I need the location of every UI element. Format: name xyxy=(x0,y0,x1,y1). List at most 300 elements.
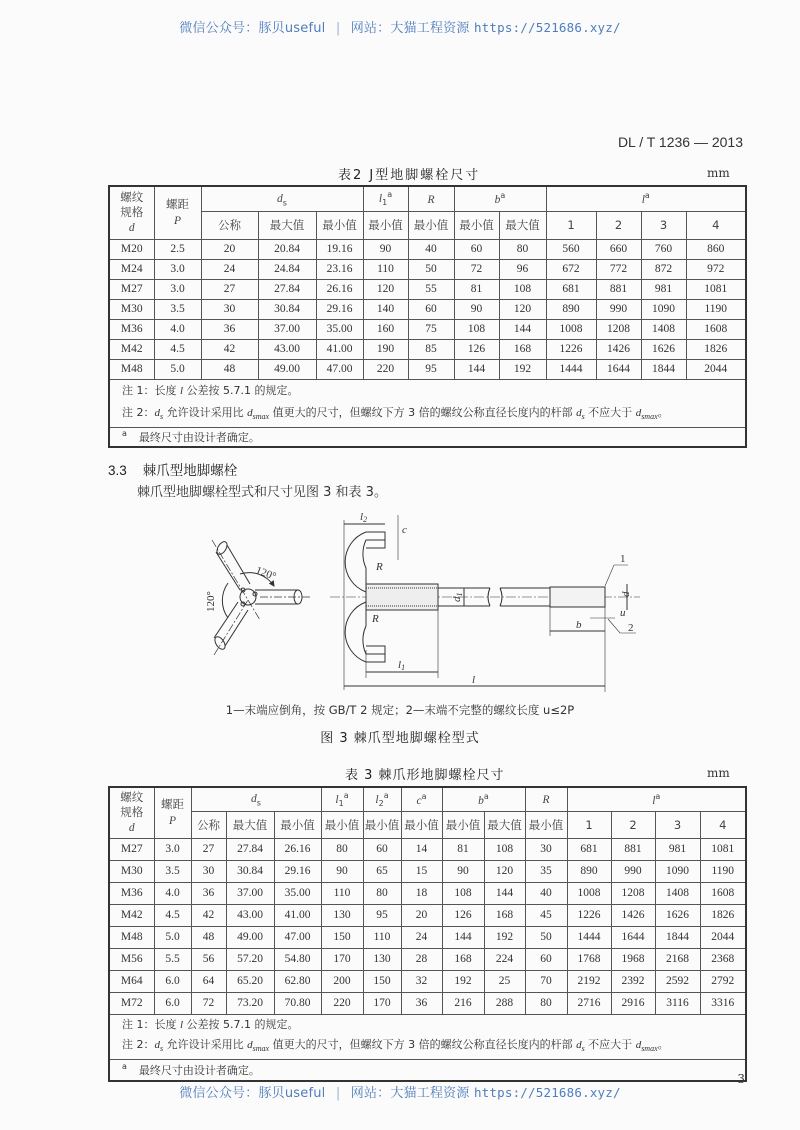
header-pitch: 螺距 P xyxy=(154,787,191,838)
header-max: 最大值 xyxy=(258,211,316,239)
table-cell: 2392 xyxy=(611,970,655,992)
header-min: 最小值 xyxy=(401,811,442,838)
table-cell: 2044 xyxy=(700,926,746,948)
table-cell: 4.5 xyxy=(154,339,201,359)
table-cell: 42 xyxy=(191,904,226,926)
table-cell: M20 xyxy=(109,239,154,259)
table-cell: 1408 xyxy=(641,319,686,339)
header-min: 最小值 xyxy=(408,211,454,239)
bolt-side-view-icon xyxy=(330,515,640,692)
table-cell: 1008 xyxy=(546,319,596,339)
header-l-4: 4 xyxy=(686,211,746,239)
table-cell: 168 xyxy=(442,948,484,970)
header-l1: $l_1^a$ xyxy=(321,787,363,811)
table-cell: 5.0 xyxy=(154,359,201,379)
table-cell: 1644 xyxy=(596,359,641,379)
table-cell: 20.84 xyxy=(258,239,316,259)
svg-text:2: 2 xyxy=(628,622,634,634)
table2-footnote: $^a$ 最终尺寸由设计者确定。 xyxy=(109,427,746,447)
header-min: 最小值 xyxy=(363,211,408,239)
table-cell: M48 xyxy=(109,359,154,379)
table-cell: 35.00 xyxy=(316,319,363,339)
table-cell: 192 xyxy=(442,970,484,992)
table-cell: 130 xyxy=(321,904,363,926)
table-cell: 26.16 xyxy=(316,279,363,299)
table-cell: 126 xyxy=(454,339,499,359)
table-cell: 27 xyxy=(201,279,258,299)
table-row xyxy=(109,970,746,992)
table-cell: 26.16 xyxy=(274,838,321,860)
table-cell: 27 xyxy=(191,838,226,860)
table-cell: 72 xyxy=(191,992,226,1014)
svg-text:l2: l2 xyxy=(360,511,368,524)
header-min: 最小值 xyxy=(454,211,499,239)
table-cell: 3.5 xyxy=(154,860,191,882)
table-cell: 1408 xyxy=(655,882,700,904)
table-cell: 110 xyxy=(363,259,408,279)
table-cell: 43.00 xyxy=(258,339,316,359)
header-c: $c^a$ xyxy=(401,787,442,811)
table-cell: 890 xyxy=(567,860,611,882)
table-cell: 1768 xyxy=(567,948,611,970)
header-l: $l^a$ xyxy=(546,186,746,211)
table-cell: 3.0 xyxy=(154,279,201,299)
table-cell: 108 xyxy=(442,882,484,904)
page-number: 3 xyxy=(737,1072,745,1086)
table-cell: 990 xyxy=(596,299,641,319)
watermark-separator: | xyxy=(335,1086,341,1101)
table-cell: 48 xyxy=(191,926,226,948)
table-cell: 681 xyxy=(567,838,611,860)
header-max: 最大值 xyxy=(484,811,525,838)
table-cell: 56 xyxy=(191,948,226,970)
table2-notes xyxy=(109,379,746,427)
table-cell: 120 xyxy=(484,860,525,882)
table-cell: 872 xyxy=(641,259,686,279)
header-l-4: 4 xyxy=(700,811,746,838)
table-cell: 2716 xyxy=(567,992,611,1014)
header-l-3: 3 xyxy=(641,211,686,239)
watermark-wechat: 微信公众号：豚贝useful xyxy=(179,21,326,36)
table-cell: 30 xyxy=(525,838,567,860)
table2 xyxy=(108,185,747,448)
table-cell: 28 xyxy=(401,948,442,970)
table-cell: 168 xyxy=(484,904,525,926)
svg-text:c: c xyxy=(402,524,407,536)
header-r: R xyxy=(408,186,454,211)
table-cell: 160 xyxy=(363,319,408,339)
header-b: $b^a$ xyxy=(454,186,546,211)
header-l-3: 3 xyxy=(655,811,700,838)
table-cell: 1626 xyxy=(655,904,700,926)
table-cell: 60 xyxy=(454,239,499,259)
table-cell: 981 xyxy=(655,838,700,860)
header-max: 最大值 xyxy=(226,811,274,838)
header-nominal: 公称 xyxy=(191,811,226,838)
header-b: $b^a$ xyxy=(442,787,525,811)
table-cell: 24.84 xyxy=(258,259,316,279)
table-cell: 1190 xyxy=(700,860,746,882)
header-l-1: 1 xyxy=(567,811,611,838)
table3-body xyxy=(109,838,746,1014)
svg-text:b: b xyxy=(576,619,582,631)
table-cell: 95 xyxy=(363,904,401,926)
table-cell: 168 xyxy=(499,339,546,359)
header-min: 最小值 xyxy=(442,811,484,838)
table-cell: 35 xyxy=(525,860,567,882)
table-cell: 27.84 xyxy=(226,838,274,860)
table-row xyxy=(109,904,746,926)
header-l2: $l_2^a$ xyxy=(363,787,401,811)
header-max: 最大值 xyxy=(499,211,546,239)
svg-text:R: R xyxy=(376,561,383,573)
figure3-legend: 1—末端应倒角，按 GB/T 2 规定；2—末端不完整的螺纹长度 u≤2P xyxy=(225,703,575,717)
table-cell: 4.0 xyxy=(154,882,191,904)
table-cell: 80 xyxy=(321,838,363,860)
table-cell: 1208 xyxy=(596,319,641,339)
table-row xyxy=(109,299,746,319)
table-cell: 150 xyxy=(363,970,401,992)
header-l-2: 2 xyxy=(596,211,641,239)
table-cell: 40 xyxy=(408,239,454,259)
table-cell: M64 xyxy=(109,970,154,992)
table-cell: 108 xyxy=(499,279,546,299)
table-cell: M72 xyxy=(109,992,154,1014)
table-cell: 75 xyxy=(408,319,454,339)
table-cell: 5.0 xyxy=(154,926,191,948)
table-cell: 200 xyxy=(321,970,363,992)
table-cell: 1426 xyxy=(611,904,655,926)
header-l-1: 1 xyxy=(546,211,596,239)
table-cell: 60 xyxy=(363,838,401,860)
table-cell: 29.16 xyxy=(316,299,363,319)
table-cell: 49.00 xyxy=(258,359,316,379)
table-cell: 130 xyxy=(363,948,401,970)
table-cell: 1208 xyxy=(611,882,655,904)
table-row xyxy=(109,948,746,970)
table-cell: 981 xyxy=(641,279,686,299)
header-thread-spec: 螺纹 规格 d xyxy=(109,186,154,239)
table-cell: 96 xyxy=(499,259,546,279)
table-cell: 30.84 xyxy=(226,860,274,882)
table-cell: 170 xyxy=(363,992,401,1014)
watermark-separator: | xyxy=(335,21,341,36)
table-cell: 60 xyxy=(525,948,567,970)
table-cell: 220 xyxy=(321,992,363,1014)
table-cell: 2592 xyxy=(655,970,700,992)
watermark-url[interactable]: https://521686.xyz/ xyxy=(473,1085,621,1100)
note-2: 注 2：$d_s$ 允许设计采用比 $d_{smax}$ 值更大的尺寸，但螺纹下方 3 倍的螺纹公称直径长度内的杆部 $d_s$ 不应大于 $d_{smax}$。 xyxy=(122,405,669,421)
table-cell: 55 xyxy=(408,279,454,299)
table-row xyxy=(109,926,746,948)
table-cell: 190 xyxy=(363,339,408,359)
watermark-top xyxy=(0,17,800,36)
table-cell: 560 xyxy=(546,239,596,259)
table-cell: 681 xyxy=(546,279,596,299)
table-cell: 14 xyxy=(401,838,442,860)
table-cell: 80 xyxy=(499,239,546,259)
table-cell: 224 xyxy=(484,948,525,970)
table-cell: 47.00 xyxy=(274,926,321,948)
table-row xyxy=(109,882,746,904)
table-cell: 881 xyxy=(611,838,655,860)
header-l-2: 2 xyxy=(611,811,655,838)
table-cell: M48 xyxy=(109,926,154,948)
header-ds: $d_s$ xyxy=(191,787,321,811)
table-cell: 27.84 xyxy=(258,279,316,299)
table-cell: 5.5 xyxy=(154,948,191,970)
table-cell: 192 xyxy=(499,359,546,379)
table-row xyxy=(109,259,746,279)
table-cell: 30.84 xyxy=(258,299,316,319)
watermark-site-label: 网站：大猫工程资源 xyxy=(350,21,470,36)
table-cell: 672 xyxy=(546,259,596,279)
svg-text:R: R xyxy=(372,613,379,625)
table-cell: 70 xyxy=(525,970,567,992)
table-cell: 1190 xyxy=(686,299,746,319)
table-row xyxy=(109,992,746,1014)
table-cell: 1644 xyxy=(611,926,655,948)
table-cell: 108 xyxy=(484,838,525,860)
table-cell: 3116 xyxy=(655,992,700,1014)
table-cell: M27 xyxy=(109,838,154,860)
table-cell: 1090 xyxy=(641,299,686,319)
table-row xyxy=(109,279,746,299)
table-cell: 2916 xyxy=(611,992,655,1014)
header-r: R xyxy=(525,787,567,811)
table-cell: 6.0 xyxy=(154,992,191,1014)
table3-notes xyxy=(109,1014,746,1059)
table-cell: 1444 xyxy=(567,926,611,948)
table-cell: 73.20 xyxy=(226,992,274,1014)
table-cell: 144 xyxy=(442,926,484,948)
table-cell: 30 xyxy=(191,860,226,882)
table-cell: 2368 xyxy=(700,948,746,970)
table-cell: M42 xyxy=(109,339,154,359)
table-cell: 49.00 xyxy=(226,926,274,948)
table-cell: 216 xyxy=(442,992,484,1014)
header-pitch: 螺距 P xyxy=(154,186,201,239)
section-heading: 3.3 棘爪型地脚螺栓 xyxy=(108,463,238,479)
header-thread-spec: 螺纹 规格 d xyxy=(109,787,154,838)
table-cell: 41.00 xyxy=(274,904,321,926)
table-cell: 890 xyxy=(546,299,596,319)
table-cell: 140 xyxy=(363,299,408,319)
svg-text:l: l xyxy=(472,674,476,686)
svg-text:120°: 120° xyxy=(253,564,278,583)
table-cell: 6.0 xyxy=(154,970,191,992)
table-cell: M36 xyxy=(109,882,154,904)
header-min: 最小值 xyxy=(525,811,567,838)
table-cell: 36 xyxy=(191,882,226,904)
table2-caption: 表2 J型地脚螺栓尺寸 xyxy=(338,168,481,183)
table-cell: 43.00 xyxy=(226,904,274,926)
table3-caption: 表 3 棘爪形地脚螺栓尺寸 xyxy=(345,768,505,783)
table-cell: 1626 xyxy=(641,339,686,359)
table-row xyxy=(109,319,746,339)
table-cell: 3316 xyxy=(700,992,746,1014)
table-row xyxy=(109,239,746,259)
table-cell: 60 xyxy=(408,299,454,319)
table-cell: 170 xyxy=(321,948,363,970)
table2-unit: mm xyxy=(707,166,730,180)
table-cell: 20 xyxy=(401,904,442,926)
table-cell: 108 xyxy=(454,319,499,339)
table-cell: 120 xyxy=(363,279,408,299)
table-cell: 90 xyxy=(454,299,499,319)
figure3-drawing xyxy=(200,500,650,700)
table-cell: 4.5 xyxy=(154,904,191,926)
table-cell: 1008 xyxy=(567,882,611,904)
header-l: $l^a$ xyxy=(567,787,746,811)
table-cell: 288 xyxy=(484,992,525,1014)
table-row xyxy=(109,838,746,860)
table3-unit: mm xyxy=(707,766,730,780)
table-cell: 80 xyxy=(363,882,401,904)
svg-text:1: 1 xyxy=(620,553,626,565)
table-cell: 23.16 xyxy=(316,259,363,279)
table-cell: 1426 xyxy=(596,339,641,359)
table-cell: 2168 xyxy=(655,948,700,970)
table3 xyxy=(108,786,747,1082)
table-cell: 1444 xyxy=(546,359,596,379)
table-cell: 1226 xyxy=(546,339,596,359)
table-cell: 2192 xyxy=(567,970,611,992)
table-cell: 48 xyxy=(201,359,258,379)
table-cell: 65 xyxy=(363,860,401,882)
table-cell: 57.20 xyxy=(226,948,274,970)
table-cell: 15 xyxy=(401,860,442,882)
table-cell: M56 xyxy=(109,948,154,970)
table-cell: 81 xyxy=(454,279,499,299)
table-cell: 2792 xyxy=(700,970,746,992)
table-cell: 30 xyxy=(201,299,258,319)
table-cell: 1081 xyxy=(700,838,746,860)
table-cell: 220 xyxy=(363,359,408,379)
table-row xyxy=(109,359,746,379)
figure3-caption: 图 3 棘爪型地脚螺栓型式 xyxy=(320,731,480,746)
header-min: 最小值 xyxy=(321,811,363,838)
table-cell: 80 xyxy=(525,992,567,1014)
table-cell: 42 xyxy=(201,339,258,359)
table-cell: 860 xyxy=(686,239,746,259)
table-cell: 120 xyxy=(499,299,546,319)
table-cell: 1081 xyxy=(686,279,746,299)
table-cell: 126 xyxy=(442,904,484,926)
svg-text:120°: 120° xyxy=(205,591,217,612)
table-cell: 25 xyxy=(484,970,525,992)
table-cell: 772 xyxy=(596,259,641,279)
table-cell: 36 xyxy=(401,992,442,1014)
header-nominal: 公称 xyxy=(201,211,258,239)
table-cell: M24 xyxy=(109,259,154,279)
watermark-wechat: 微信公众号：豚贝useful xyxy=(179,1086,326,1101)
table-cell: 110 xyxy=(321,882,363,904)
header-min: 最小值 xyxy=(363,811,401,838)
table-row xyxy=(109,339,746,359)
end-view-icon xyxy=(212,540,310,655)
table-cell: 660 xyxy=(596,239,641,259)
table-cell: 1826 xyxy=(686,339,746,359)
table-cell: M30 xyxy=(109,860,154,882)
table-cell: 24 xyxy=(201,259,258,279)
table-cell: 90 xyxy=(442,860,484,882)
table-cell: 45 xyxy=(525,904,567,926)
note-1: 注 1：长度 l 公差按 5.7.1 的规定。 xyxy=(122,383,299,397)
table-cell: 1608 xyxy=(700,882,746,904)
table-cell: 90 xyxy=(321,860,363,882)
table-cell: 20 xyxy=(201,239,258,259)
note-2: 注 2：$d_s$ 允许设计采用比 $d_{smax}$ 值更大的尺寸，但螺纹下方 3 倍的螺纹公称直径长度内的杆部 $d_s$ 不应大于 $d_{smax}$。 xyxy=(122,1037,669,1053)
table-cell: 1090 xyxy=(655,860,700,882)
table-cell: 24 xyxy=(401,926,442,948)
table-cell: 65.20 xyxy=(226,970,274,992)
table-cell: 40 xyxy=(525,882,567,904)
table-cell: 64 xyxy=(191,970,226,992)
header-l1: $l_1^a$ xyxy=(363,186,408,211)
table-cell: 54.80 xyxy=(274,948,321,970)
section-paragraph: 棘爪型地脚螺栓型式和尺寸见图 3 和表 3。 xyxy=(137,485,387,500)
table-cell: M27 xyxy=(109,279,154,299)
table-cell: 47.00 xyxy=(316,359,363,379)
table-cell: 1826 xyxy=(700,904,746,926)
table-cell: 144 xyxy=(499,319,546,339)
table-cell: 62.80 xyxy=(274,970,321,992)
table-cell: 760 xyxy=(641,239,686,259)
table-cell: M42 xyxy=(109,904,154,926)
table-cell: 2.5 xyxy=(154,239,201,259)
table3-footnote: $^a$ 最终尺寸由设计者确定。 xyxy=(109,1059,746,1081)
watermark-bottom xyxy=(0,1082,800,1101)
table-cell: 37.00 xyxy=(258,319,316,339)
table-cell: 2044 xyxy=(686,359,746,379)
table2-body xyxy=(109,239,746,379)
table-cell: 85 xyxy=(408,339,454,359)
table-cell: 150 xyxy=(321,926,363,948)
svg-text:l1: l1 xyxy=(398,659,406,672)
table-cell: 50 xyxy=(408,259,454,279)
table-row xyxy=(109,860,746,882)
table-cell: 4.0 xyxy=(154,319,201,339)
table-cell: 19.16 xyxy=(316,239,363,259)
table-cell: 18 xyxy=(401,882,442,904)
table-cell: 95 xyxy=(408,359,454,379)
table-cell: 110 xyxy=(363,926,401,948)
table-cell: 990 xyxy=(611,860,655,882)
table-cell: M36 xyxy=(109,319,154,339)
table-cell: 32 xyxy=(401,970,442,992)
header-min: 最小值 xyxy=(316,211,363,239)
table-cell: 972 xyxy=(686,259,746,279)
table-cell: 144 xyxy=(454,359,499,379)
note-1: 注 1：长度 l 公差按 5.7.1 的规定。 xyxy=(122,1017,299,1031)
table-cell: 192 xyxy=(484,926,525,948)
table-cell: 81 xyxy=(442,838,484,860)
standard-code: DL / T 1236 — 2013 xyxy=(617,134,743,150)
svg-text:u: u xyxy=(620,607,626,619)
table-cell: 1844 xyxy=(641,359,686,379)
header-ds: $d_s$ xyxy=(201,186,363,211)
table-cell: 3.0 xyxy=(154,259,201,279)
watermark-url[interactable]: https://521686.xyz/ xyxy=(473,20,621,35)
watermark-site-label: 网站：大猫工程资源 xyxy=(350,1086,470,1101)
table-cell: 144 xyxy=(484,882,525,904)
table-cell: 41.00 xyxy=(316,339,363,359)
table-cell: 72 xyxy=(454,259,499,279)
table-cell: 90 xyxy=(363,239,408,259)
table-cell: M30 xyxy=(109,299,154,319)
table-cell: 1968 xyxy=(611,948,655,970)
